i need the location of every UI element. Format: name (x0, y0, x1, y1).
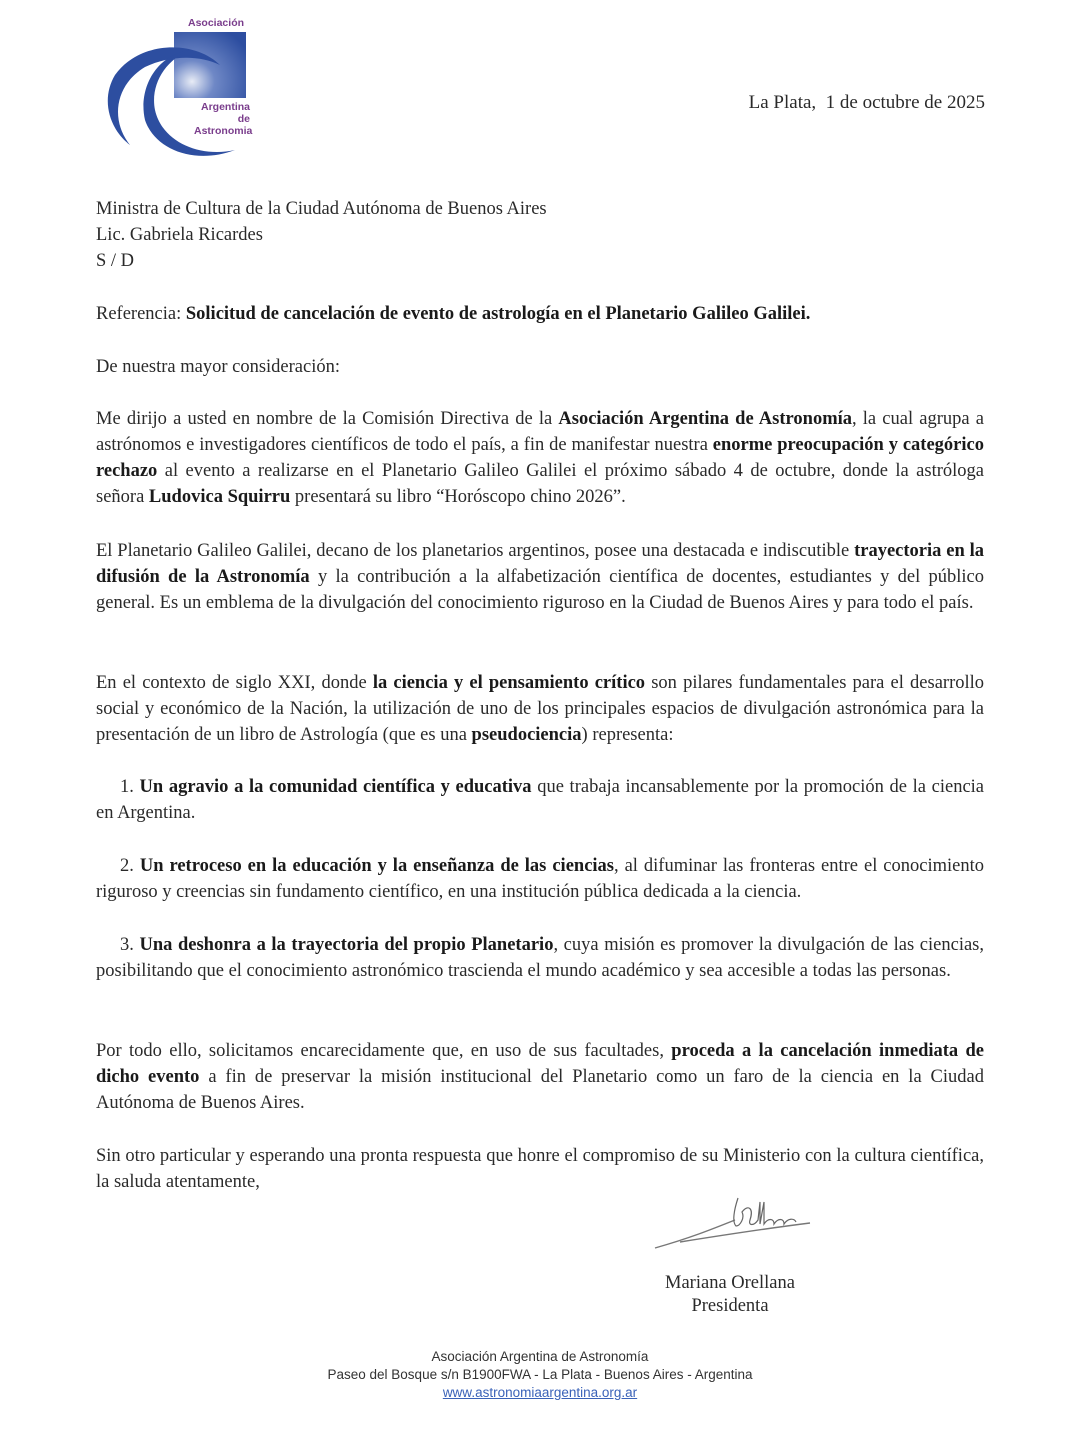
text-run: El Planetario Galileo Galilei, decano de los planetarios argentinos, posee una destacada e indiscutible (96, 541, 855, 561)
list-item (96, 774, 984, 826)
paragraph-planetarium (96, 538, 984, 616)
addressee-name: Lic. Gabriela Ricardes (96, 225, 263, 245)
logo-text-astronomia: de Astronomia (194, 113, 253, 137)
bold-run: pseudociencia (471, 725, 582, 745)
addressee-block (96, 196, 984, 274)
list-number: 1. (120, 777, 140, 797)
signer-title: Presidenta (691, 1296, 769, 1316)
footer-org: Asociación Argentina de Astronomía (431, 1349, 649, 1364)
footer-address: Paseo del Bosque s/n B1900FWA - La Plata - Buenos Aires - Argentina (327, 1367, 753, 1382)
bold-run: proceda a la cancelación inmediata de dicho evento (96, 1041, 985, 1087)
signer-name: Mariana Orellana (665, 1273, 795, 1293)
text-run: Me dirijo a usted en nombre de la Comisión Directiva de la (96, 409, 559, 429)
reference-line (96, 301, 984, 327)
addressee-position: Ministra de Cultura de la Ciudad Autónoma de Buenos Aires (96, 199, 547, 219)
text-run: , al difuminar las fronteras entre el conocimiento riguroso y creencias sin fundamento científico, en una institución pública dedicada a la ciencia. (96, 856, 984, 902)
bold-run: Asociación Argentina de Astronomía (558, 409, 852, 429)
text-run: y la contribución a la alfabetización científica de docentes, estudiantes y del público general. Es un emblema de la divulgación del conocimiento riguroso en la Ciudad de Buenos Aires y para todo el país. (96, 567, 985, 613)
logo-text-argentina: Argentina (200, 101, 250, 113)
reference-label: Referencia: (96, 304, 182, 324)
logo-crescent-icon (100, 10, 270, 170)
bold-run: Un retroceso en la educación y la enseñanza de las ciencias (139, 856, 614, 876)
text-run: presentará su libro “Horóscopo chino 2026”. (290, 487, 626, 507)
text-run: que trabaja incansablemente por la promoción de la ciencia en Argentina. (96, 777, 985, 823)
text-run: , cuya misión es promover la divulgación de las ciencias, posibilitando que el conocimiento astronómico trascienda el mundo académico y sea accesible a todas las personas. (96, 935, 984, 981)
logo-text-asociacion: Asociación (188, 17, 245, 29)
greeting: De nuestra mayor consideración: (96, 357, 341, 377)
text-run: En el contexto de siglo XXI, donde (96, 673, 373, 693)
text-run: son pilares fundamentales para el desarrollo social y económico de la Nación, la utilización de uno de los principales espacios de divulgación astronómica para la presentación de un libro de Astrología (que es una (96, 673, 985, 745)
handwritten-signature (650, 1190, 820, 1260)
bold-run: enorme preocupación y categórico rechazo (96, 435, 984, 481)
bold-run: Una deshonra a la trayectoria del propio Planetario (139, 935, 554, 955)
list-item (96, 853, 984, 905)
text-run: ) representa: (581, 725, 674, 745)
addressee-sd: S / D (96, 251, 135, 271)
logo-text-name (194, 101, 253, 137)
reference-subject: Solicitud de cancelación de evento de astrología en el Planetario Galileo Galilei. (185, 304, 811, 324)
paragraph-intro (96, 406, 984, 510)
list-number: 3. (120, 935, 140, 955)
footer-website-link[interactable]: www.astronomiaargentina.org.ar (442, 1385, 638, 1400)
paragraph-closing: Sin otro particular y esperando una pronta respuesta que honre el compromiso de su Ministerio con la cultura científica, la saluda atentamente, (96, 1146, 984, 1192)
bold-run: la ciencia y el pensamiento crítico (372, 673, 646, 693)
text-run: a fin de preservar la misión institucional del Planetario como un faro de la ciencia en la Ciudad Autónoma de Buenos Aires. (96, 1067, 984, 1113)
list-item (96, 932, 984, 984)
letter-footer (0, 1348, 1080, 1402)
bold-run: Un agravio a la comunidad científica y educativa (139, 777, 532, 797)
paragraph-request (96, 1038, 984, 1116)
association-logo (100, 10, 270, 170)
bold-run: Ludovica Squirru (148, 487, 291, 507)
letter-date: La Plata, 1 de octubre de 2025 (748, 92, 985, 113)
signer-block (640, 1272, 820, 1318)
text-run: al evento a realizarse en el Planetario Galileo Galilei el próximo sábado 4 de octubre, donde la astróloga señora (96, 461, 984, 507)
paragraph-context (96, 670, 984, 748)
list-number: 2. (120, 856, 140, 876)
text-run: , la cual agrupa a astrónomos e investigadores científicos de todo el país, a fin de manifestar nuestra (96, 409, 984, 455)
text-run: Por todo ello, solicitamos encarecidamente que, en uso de sus facultades, (96, 1041, 672, 1061)
bold-run: trayectoria en la difusión de la Astronomía (96, 541, 984, 587)
